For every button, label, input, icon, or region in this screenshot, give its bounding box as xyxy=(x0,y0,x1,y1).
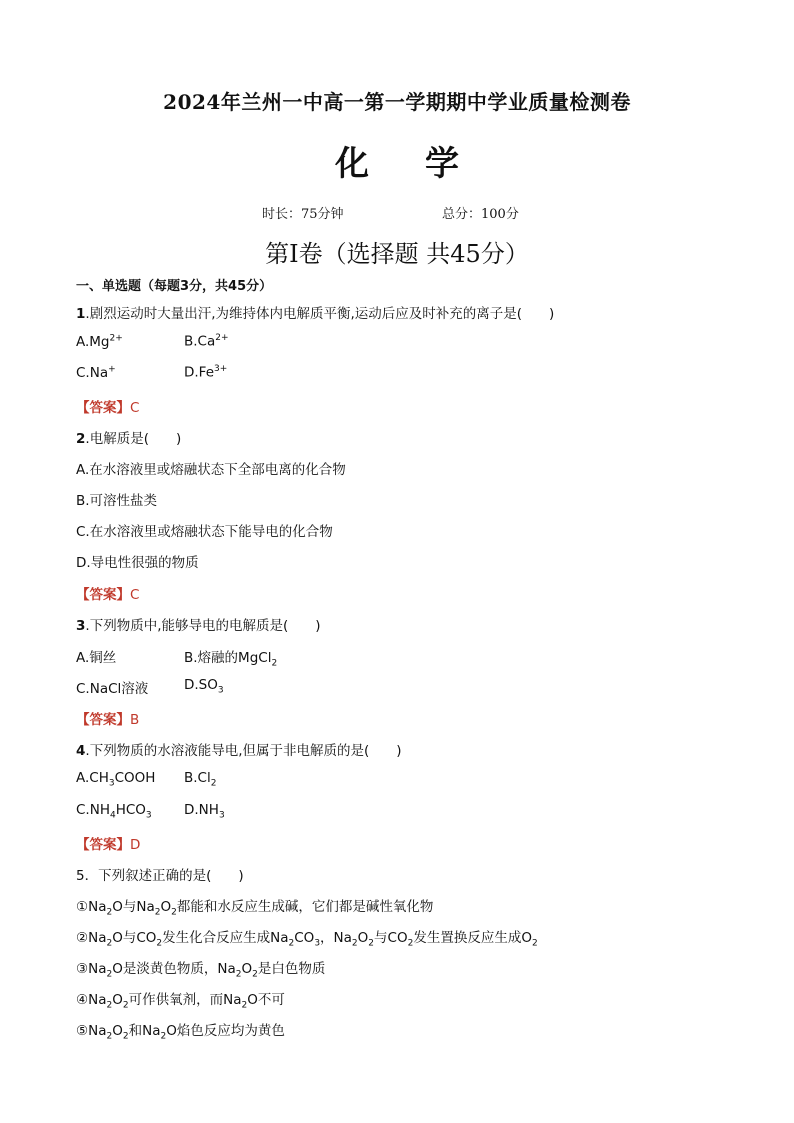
text: O与Na xyxy=(112,899,155,915)
answer-value: D xyxy=(130,837,141,853)
option-text-tail: COOH xyxy=(114,770,156,786)
answer-label: 【答案】 xyxy=(76,712,130,728)
part-title: 第Ⅰ卷（选择题 共45分） xyxy=(265,240,529,268)
question-4-stem xyxy=(76,739,402,759)
text: 和Na xyxy=(128,1023,161,1039)
subject-char-2: 学 xyxy=(425,144,459,184)
question-5-stem: 5．下列叙述正确的是( ) xyxy=(76,868,244,884)
text: O xyxy=(112,1023,123,1039)
exam-title: 2024年兰州一中高一第一学期期中学业质量检测卷 xyxy=(163,90,631,114)
question-3-options-cd xyxy=(76,677,224,697)
question-2-stem xyxy=(76,427,181,447)
superscript: 3+ xyxy=(214,364,228,374)
text: CO xyxy=(294,930,315,946)
text: O xyxy=(357,930,369,946)
question-2-option-d: D.导电性很强的物质 xyxy=(76,555,199,571)
option-text: A.Mg xyxy=(76,333,110,350)
option-text: B.Ca xyxy=(184,333,216,350)
question-1-stem xyxy=(76,302,554,322)
text: ①Na xyxy=(76,899,107,915)
question-number: 2 xyxy=(76,431,86,447)
question-text: .剧烈运动时大量出汗,为维持体内电解质平衡,运动后应及时补充的离子是( ) xyxy=(85,306,555,322)
text: ，Na xyxy=(320,930,352,946)
question-4-options-ab xyxy=(76,770,217,789)
question-number: 3 xyxy=(76,618,86,634)
text: ②Na xyxy=(76,930,107,946)
subscript: 2 xyxy=(106,938,113,949)
question-2-option-b: B.可溶性盐类 xyxy=(76,493,158,509)
subscript: 2 xyxy=(106,907,113,918)
question-3-answer xyxy=(76,708,139,728)
text: O xyxy=(241,961,253,977)
subscript: 2 xyxy=(531,938,538,949)
question-4-answer xyxy=(76,833,140,853)
answer-label: 【答案】 xyxy=(76,587,130,603)
subscript: 3 xyxy=(218,810,225,821)
superscript: 2+ xyxy=(215,333,229,343)
subscript: 2 xyxy=(271,658,278,669)
option-a: A.铜丝 xyxy=(76,650,117,666)
question-text: .下列物质的水溶液能导电,但属于非电解质的是( ) xyxy=(85,743,402,759)
option-a xyxy=(76,334,123,350)
text: O与CO xyxy=(112,930,157,946)
option-c xyxy=(76,365,116,381)
answer-value: C xyxy=(130,400,140,416)
subscript: 2 xyxy=(106,1000,113,1011)
subject-title xyxy=(0,136,794,185)
text: O是淡黄色物质，Na xyxy=(112,961,236,977)
subject-char-1: 化 xyxy=(335,144,369,184)
question-5-statement-3 xyxy=(76,957,325,980)
subscript: 3 xyxy=(217,685,224,696)
question-text: .电解质是( ) xyxy=(85,431,182,447)
question-1-options-ab xyxy=(76,333,229,350)
subscript: 2 xyxy=(106,1031,113,1042)
section-heading: 一、单选题（每题3分，共45分） xyxy=(76,279,273,294)
subscript: 2 xyxy=(252,969,258,980)
subscript: 2 xyxy=(171,907,177,918)
question-3-options-ab xyxy=(76,646,278,669)
text: ④Na xyxy=(76,992,107,1008)
question-4-options-cd xyxy=(76,802,225,821)
subscript: 3 xyxy=(108,778,115,789)
answer-label: 【答案】 xyxy=(76,400,130,416)
subscript: 2 xyxy=(122,1000,129,1011)
option-c xyxy=(76,802,152,821)
answer-label: 【答案】 xyxy=(76,837,130,853)
subscript: 2 xyxy=(368,938,375,949)
subscript: 4 xyxy=(109,810,116,821)
text: 可作供氧剂，而Na xyxy=(128,992,242,1008)
subscript: 2 xyxy=(160,1031,167,1042)
answer-value: B xyxy=(130,712,140,728)
exam-total-score: 总分：100分 xyxy=(442,207,519,222)
subscript: 3 xyxy=(145,810,152,821)
subscript: 2 xyxy=(241,1000,248,1011)
subscript: 2 xyxy=(154,907,161,918)
question-5-statement-5 xyxy=(76,1019,285,1042)
text: O xyxy=(112,992,123,1008)
question-number: 4 xyxy=(76,743,86,759)
option-c: C.NaCl溶液 xyxy=(76,681,149,697)
subscript: 2 xyxy=(288,938,295,949)
subscript: 2 xyxy=(106,969,113,980)
option-a xyxy=(76,770,156,789)
subscript: 2 xyxy=(156,938,163,949)
text: 发生置换反应生成O xyxy=(413,930,532,946)
option-text: C.NH xyxy=(76,802,110,818)
option-text: D.Fe xyxy=(184,364,215,381)
subscript: 2 xyxy=(210,778,217,789)
exam-duration: 时长：75分钟 xyxy=(262,207,344,222)
option-text: D.NH xyxy=(184,802,219,818)
answer-value: C xyxy=(130,587,140,603)
option-text-tail: HCO xyxy=(115,802,146,818)
option-text: B.熔融的MgCl xyxy=(184,650,272,666)
subscript: 2 xyxy=(122,1031,129,1042)
question-1-options-cd xyxy=(76,364,228,381)
superscript: 2+ xyxy=(109,333,123,343)
text: 都能和水反应生成碱，它们都是碱性氧化物 xyxy=(176,899,434,915)
question-number: 1 xyxy=(76,306,86,322)
text: O焰色反应均为黄色 xyxy=(166,1023,285,1039)
option-text: B.Cl xyxy=(184,770,211,786)
option-text: D.SO xyxy=(184,677,218,693)
subscript: 2 xyxy=(407,938,414,949)
option-b xyxy=(184,333,229,350)
subscript: 2 xyxy=(351,938,358,949)
option-d xyxy=(184,802,225,821)
text: ⑤Na xyxy=(76,1023,107,1039)
text: ③Na xyxy=(76,961,107,977)
text: O xyxy=(160,899,172,915)
question-2-answer xyxy=(76,583,139,603)
question-2-option-a: A.在水溶液里或熔融状态下全部电离的化合物 xyxy=(76,462,346,478)
question-3-stem xyxy=(76,614,321,634)
question-5-statement-2: $②Na_2O$与$CO_2$发生化合反应生成$Na_2CO_3$，$Na_2O_2$与$CO_2$发生置换反应生成$O_2$ xyxy=(76,930,538,949)
option-text: A.CH xyxy=(76,770,109,786)
text: O不可 xyxy=(247,992,285,1008)
option-text: C.Na xyxy=(76,364,109,381)
question-text: .下列物质中,能够导电的电解质是( ) xyxy=(85,618,321,634)
question-5-statement-4 xyxy=(76,988,285,1011)
question-1-answer xyxy=(76,396,139,416)
text: 发生化合反应生成Na xyxy=(162,930,289,946)
superscript: + xyxy=(108,364,116,374)
option-d xyxy=(184,677,224,696)
question-5-statement-1 xyxy=(76,895,433,918)
subscript: 2 xyxy=(235,969,242,980)
question-2-option-c: C.在水溶液里或熔融状态下能导电的化合物 xyxy=(76,524,333,540)
text: 与CO xyxy=(374,930,408,946)
option-b xyxy=(184,770,216,789)
option-b xyxy=(184,646,277,669)
text: 是白色物质 xyxy=(257,961,326,977)
option-d xyxy=(184,364,227,381)
